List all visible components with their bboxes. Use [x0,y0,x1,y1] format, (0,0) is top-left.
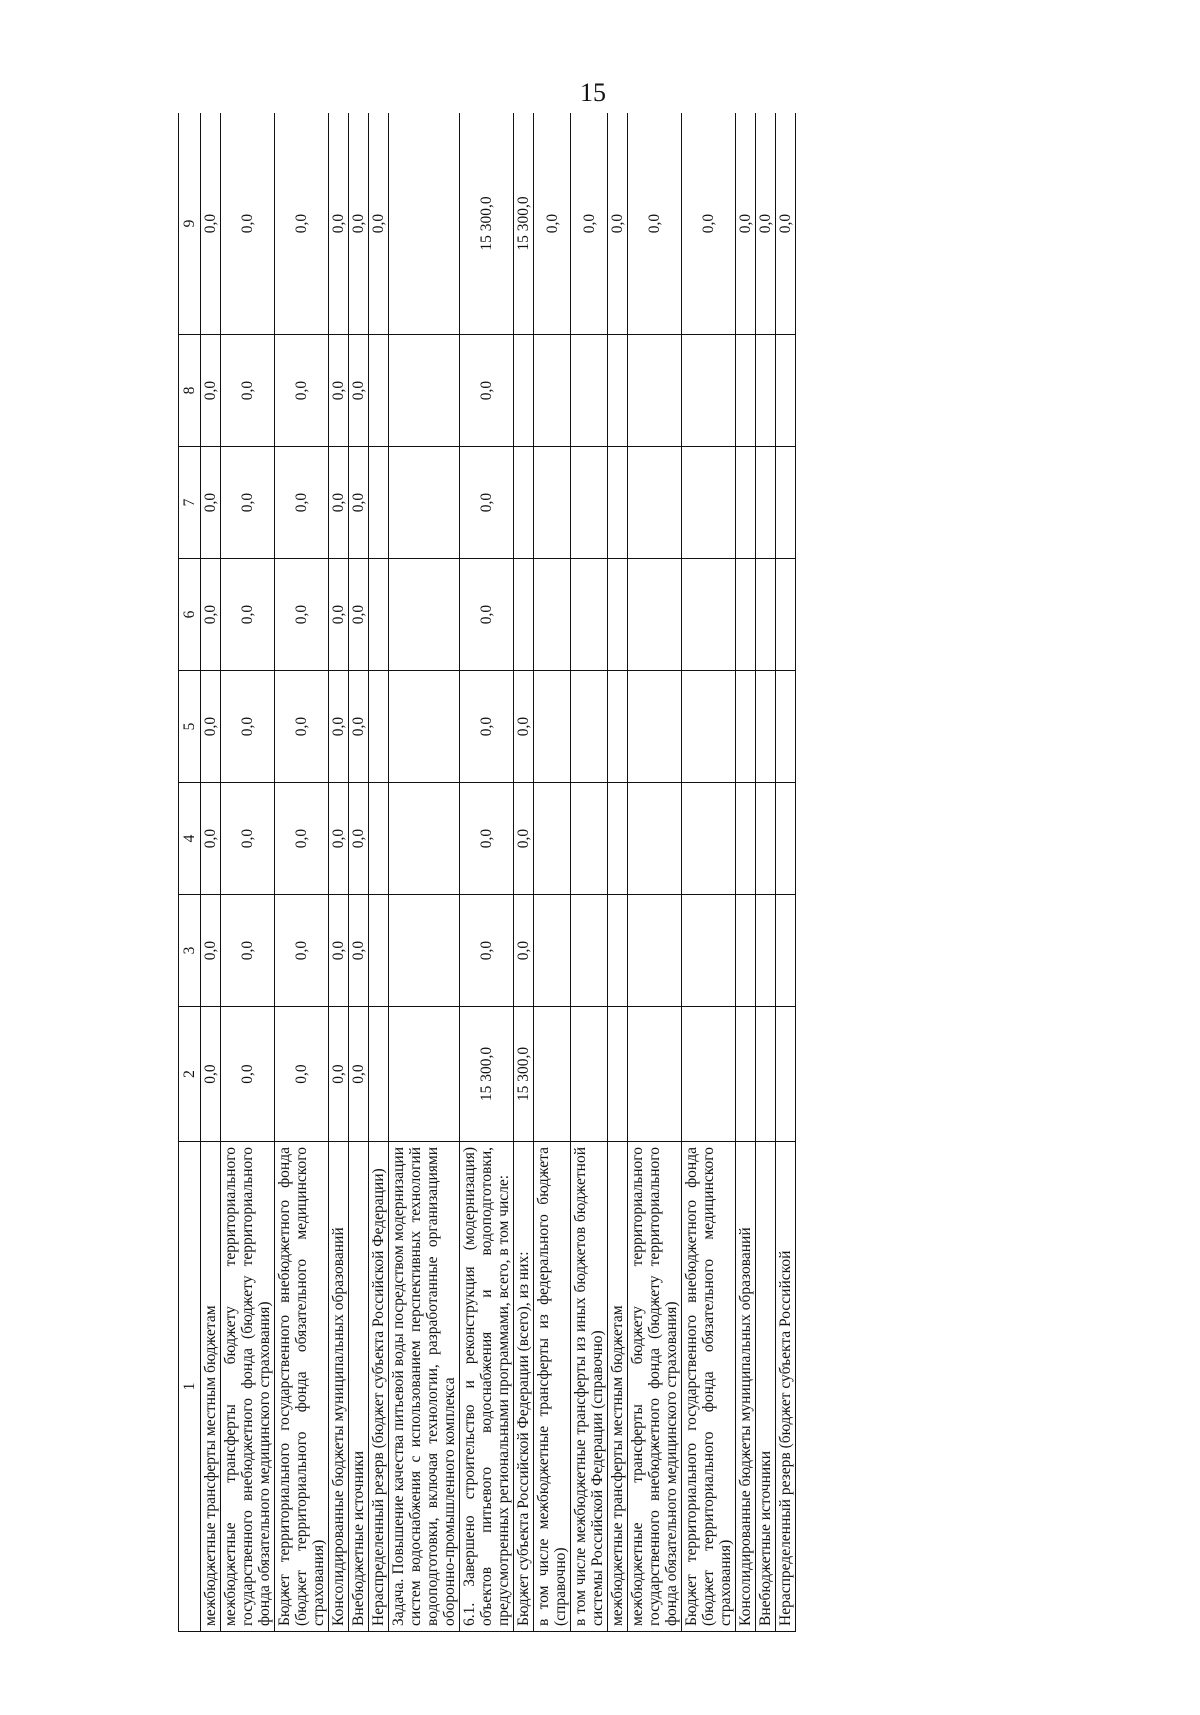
row-label: межбюджетные трансферты местным бюджетам [201,1142,221,1632]
table-cell: 0,0 [329,559,349,671]
table-cell: 0,0 [329,671,349,783]
table-cell: 0,0 [349,335,369,447]
row-label: Внебюджетные источники [756,1142,776,1632]
row-label: Нераспределенный резерв (бюджет субъекта Российской [776,1142,796,1632]
rotated-table-frame [178,113,1123,1632]
table-cell: 0,0 [329,113,349,335]
table-cell [628,671,682,783]
table-cell: 0,0 [201,113,221,335]
table-row [736,113,756,1632]
table-cell: 0,0 [221,113,275,335]
table-cell: 0,0 [349,1007,369,1142]
table-cell [776,447,796,559]
table-cell: 0,0 [460,335,514,447]
table-cell: 0,0 [221,783,275,895]
row-label: Задача. Повышение качества питьевой воды посредством модернизации систем водоснабжения с использованием перспективных технологий водоподготовки, включая технологии, разработанные организациями оборонно-промышленного комплекса [389,1142,460,1632]
table-row [628,113,682,1632]
table-cell [756,1007,776,1142]
table-cell: 0,0 [221,1007,275,1142]
table-cell: 0,0 [460,783,514,895]
table-cell: 0,0 [221,895,275,1007]
table-cell [628,1007,682,1142]
table-cell: 0,0 [201,671,221,783]
table-cell [534,1007,571,1142]
table-cell [736,559,756,671]
column-header: 5 [179,671,201,783]
row-label: в том числе межбюджетные трансферты из федерального бюджета (справочно) [534,1142,571,1632]
table-cell: 0,0 [201,783,221,895]
table-cell [756,671,776,783]
table-cell [369,335,389,447]
table-row [221,113,275,1632]
table-cell [608,559,628,671]
table-cell: 0,0 [201,559,221,671]
column-header: 2 [179,1007,201,1142]
table-cell [682,335,736,447]
table-cell [389,895,460,1007]
table-cell [682,559,736,671]
column-header: 7 [179,447,201,559]
budget-table [178,113,796,1632]
table-cell: 0,0 [201,447,221,559]
table-cell [776,335,796,447]
row-label: межбюджетные трансферты бюджету территориального государственного внебюджетного фонда (бюджету территориального фонда обязательного медицинского страхования) [628,1142,682,1632]
table-cell [682,1007,736,1142]
table-cell: 0,0 [349,113,369,335]
table-cell [571,335,608,447]
table-cell [608,783,628,895]
table-cell: 0,0 [329,783,349,895]
table-cell: 0,0 [349,671,369,783]
table-cell: 0,0 [514,671,534,783]
table-cell: 0,0 [460,447,514,559]
table-cell [736,671,756,783]
table-cell: 15 300,0 [514,113,534,335]
table-cell: 0,0 [571,113,608,335]
column-header: 1 [179,1142,201,1632]
row-label: Консолидированные бюджеты муниципальных образований [329,1142,349,1632]
table-cell: 0,0 [329,335,349,447]
table-cell: 0,0 [736,113,756,335]
table-cell [776,1007,796,1142]
table-cell [756,447,776,559]
table-cell: 0,0 [756,113,776,335]
table-cell [389,447,460,559]
table-cell [534,895,571,1007]
table-cell: 0,0 [221,335,275,447]
table-cell [736,1007,756,1142]
table-row [201,113,221,1632]
table-row [329,113,349,1632]
table-cell: 0,0 [460,559,514,671]
table-cell [776,671,796,783]
table-row [608,113,628,1632]
table-cell [389,1007,460,1142]
table-cell [514,559,534,671]
table-cell [682,895,736,1007]
row-label: межбюджетные трансферты местным бюджетам [608,1142,628,1632]
table-row [514,113,534,1632]
table-cell: 0,0 [349,447,369,559]
table-cell [608,895,628,1007]
table-cell [756,895,776,1007]
table-cell [608,671,628,783]
table-cell: 0,0 [460,671,514,783]
table-row [389,113,460,1632]
table-cell [369,671,389,783]
table-cell: 0,0 [275,671,329,783]
row-label: Консолидированные бюджеты муниципальных образований [736,1142,756,1632]
row-label: 6.1. Завершено строительство и реконструкция (модернизация) объектов питьевого водоснабжения и водоподготовки, предусмотренных региональными программами, всего, в том числе: [460,1142,514,1632]
table-row [349,113,369,1632]
column-header: 3 [179,895,201,1007]
column-header: 6 [179,559,201,671]
table-cell [756,783,776,895]
table-row [275,113,329,1632]
table-cell: 0,0 [201,335,221,447]
table-row [460,113,514,1632]
table-cell: 15 300,0 [514,1007,534,1142]
table-cell [571,671,608,783]
table-cell [628,783,682,895]
table-cell [628,895,682,1007]
table-cell [682,671,736,783]
table-cell [389,783,460,895]
table-cell: 0,0 [349,895,369,1007]
table-cell: 0,0 [534,113,571,335]
column-header: 8 [179,335,201,447]
table-cell [571,559,608,671]
row-label: Бюджет субъекта Российской Федерации (всего), из них: [514,1142,534,1632]
table-cell: 0,0 [275,895,329,1007]
table-cell: 0,0 [329,447,349,559]
table-cell [608,447,628,559]
row-label: Бюджет территориального государственного внебюджетного фонда (бюджет территориального фонда обязательного медицинского страхования) [682,1142,736,1632]
table-cell: 0,0 [201,1007,221,1142]
table-cell [736,335,756,447]
table-cell: 0,0 [514,783,534,895]
table-cell [534,447,571,559]
table-cell: 0,0 [221,671,275,783]
table-cell [682,783,736,895]
table-cell: 0,0 [275,783,329,895]
table-cell [736,895,756,1007]
table-cell: 0,0 [221,447,275,559]
table-cell: 0,0 [275,1007,329,1142]
table-row [682,113,736,1632]
table-cell [628,559,682,671]
table-cell [571,783,608,895]
table-row [369,113,389,1632]
table-cell [571,447,608,559]
table-cell [389,113,460,335]
table-row [534,113,571,1632]
row-label: в том числе межбюджетные трансферты из иных бюджетов бюджетной системы Российской Федерации (справочно) [571,1142,608,1632]
table-cell: 0,0 [201,895,221,1007]
table-cell [736,447,756,559]
table-cell: 15 300,0 [460,1007,514,1142]
table-cell: 0,0 [349,559,369,671]
table-cell [369,783,389,895]
table-cell: 0,0 [776,113,796,335]
table-row [776,113,796,1632]
table-cell [514,447,534,559]
table-cell [571,1007,608,1142]
table-cell [534,671,571,783]
table-cell: 0,0 [275,447,329,559]
table-cell [369,447,389,559]
row-label: межбюджетные трансферты бюджету территориального государственного внебюджетного фонда (бюджету территориального фонда обязательного медицинского страхования) [221,1142,275,1632]
table-cell [682,447,736,559]
table-cell [776,783,796,895]
table-cell [369,895,389,1007]
table-cell [534,335,571,447]
table-cell: 0,0 [329,895,349,1007]
table-cell [628,335,682,447]
row-label: Внебюджетные источники [349,1142,369,1632]
column-header: 9 [179,113,201,335]
row-label: Нераспределенный резерв (бюджет субъекта Российской Федерации) [369,1142,389,1632]
table-cell [514,335,534,447]
table-cell [756,559,776,671]
table-cell [628,447,682,559]
table-cell [776,895,796,1007]
table-cell [608,335,628,447]
header-row [179,113,201,1632]
table-cell [534,559,571,671]
table-cell: 0,0 [275,113,329,335]
table-cell [369,1007,389,1142]
table-cell [571,895,608,1007]
table-cell: 0,0 [275,559,329,671]
column-header: 4 [179,783,201,895]
table-cell: 0,0 [514,895,534,1007]
table-cell [736,783,756,895]
table-row [756,113,776,1632]
table-cell: 0,0 [460,895,514,1007]
page-number: 15 [580,78,606,107]
table-cell: 0,0 [608,113,628,335]
table-cell [389,671,460,783]
row-label: Бюджет территориального государственного внебюджетного фонда (бюджет территориального фонда обязательного медицинского страхования) [275,1142,329,1632]
table-cell: 0,0 [369,113,389,335]
table-cell [389,559,460,671]
table-cell: 0,0 [221,559,275,671]
table-cell [756,335,776,447]
table-row [571,113,608,1632]
table-cell: 0,0 [682,113,736,335]
table-cell [776,559,796,671]
table-cell [608,1007,628,1142]
table-cell [369,559,389,671]
table-cell [534,783,571,895]
table-cell: 15 300,0 [460,113,514,335]
table-cell: 0,0 [628,113,682,335]
table-cell: 0,0 [349,783,369,895]
table-cell: 0,0 [329,1007,349,1142]
table-cell: 0,0 [275,335,329,447]
table-cell [389,335,460,447]
